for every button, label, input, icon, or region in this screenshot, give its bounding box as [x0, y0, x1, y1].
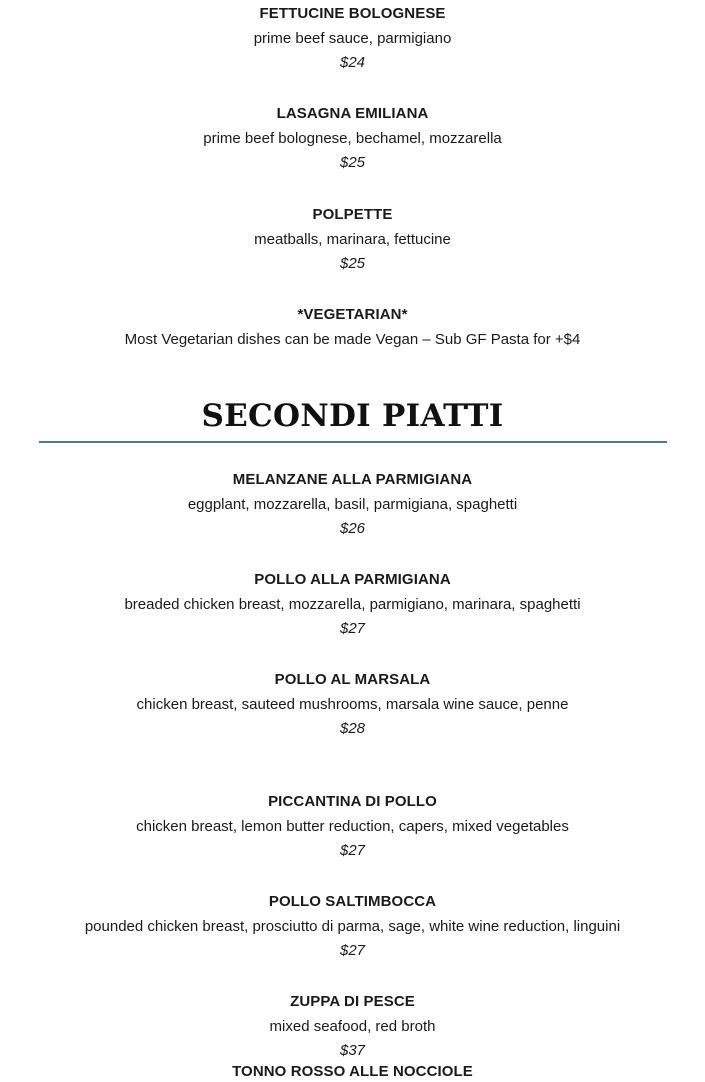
- item-description: chicken breast, lemon butter reduction, capers, mixed vegetables: [136, 818, 569, 835]
- item-price: $25: [339, 255, 366, 272]
- item-name: LASAGNA EMILIANA: [276, 105, 429, 122]
- item-description: prime beef sauce, parmigiano: [253, 30, 452, 47]
- item-price: $27: [339, 942, 366, 959]
- vegetarian-note-title: *VEGETARIAN*: [297, 306, 408, 323]
- item-price: $26: [339, 520, 366, 537]
- item-description: meatballs, marinara, fettucine: [254, 231, 451, 248]
- item-description: chicken breast, sauteed mushrooms, marsala wine sauce, penne: [136, 696, 569, 713]
- item-name: POLPETTE: [312, 206, 393, 223]
- item-name: POLLO ALLA PARMIGIANA: [254, 571, 451, 588]
- item-price: $37: [339, 1042, 366, 1059]
- item-price: $24: [339, 54, 366, 71]
- item-price: $28: [339, 720, 366, 737]
- item-name: TONNO ROSSO ALLE NOCCIOLE: [232, 1063, 473, 1080]
- section-title-secondi-piatti: SECONDI PIATTI: [201, 398, 504, 434]
- vegetarian-note: [0, 305, 705, 350]
- item-price: $27: [339, 842, 366, 859]
- menu-item-pollo-alla-parmigiana: [0, 570, 705, 639]
- section-divider: [39, 441, 667, 443]
- menu-item-zuppa-di-pesce: [0, 992, 705, 1061]
- vegetarian-note-text: Most Vegetarian dishes can be made Vegan – Sub GF Pasta for +$4: [124, 331, 581, 348]
- item-description: breaded chicken breast, mozzarella, parmigiano, marinara, spaghetti: [124, 596, 581, 613]
- menu-item-pollo-al-marsala: [0, 670, 705, 739]
- item-name: MELANZANE ALLA PARMIGIANA: [232, 471, 473, 488]
- item-description: eggplant, mozzarella, basil, parmigiana, spaghetti: [187, 496, 518, 513]
- item-description: prime beef bolognese, bechamel, mozzarella: [203, 130, 502, 147]
- item-name: POLLO AL MARSALA: [274, 671, 431, 688]
- item-name: POLLO SALTIMBOCCA: [268, 893, 437, 910]
- menu-item-piccantina-di-pollo: [0, 792, 705, 861]
- item-description: pounded chicken breast, prosciutto di parma, sage, white wine reduction, linguini: [84, 918, 621, 935]
- menu-item-polpette: [0, 205, 705, 274]
- menu-item-melanzane-alla-parmigiana: [0, 470, 705, 539]
- item-price: $27: [339, 620, 366, 637]
- menu-item-fettucine-bolognese: [0, 4, 705, 73]
- menu-item-lasagna-emiliana: [0, 104, 705, 173]
- item-name: PICCANTINA DI POLLO: [268, 793, 437, 810]
- menu-item-pollo-saltimbocca: [0, 892, 705, 961]
- menu-item-tonno-rosso-alle-nocciole: [0, 1062, 705, 1082]
- item-price: $25: [339, 154, 366, 171]
- item-name: FETTUCINE BOLOGNESE: [259, 5, 446, 22]
- item-name: ZUPPA DI PESCE: [290, 993, 415, 1010]
- item-description: mixed seafood, red broth: [269, 1018, 436, 1035]
